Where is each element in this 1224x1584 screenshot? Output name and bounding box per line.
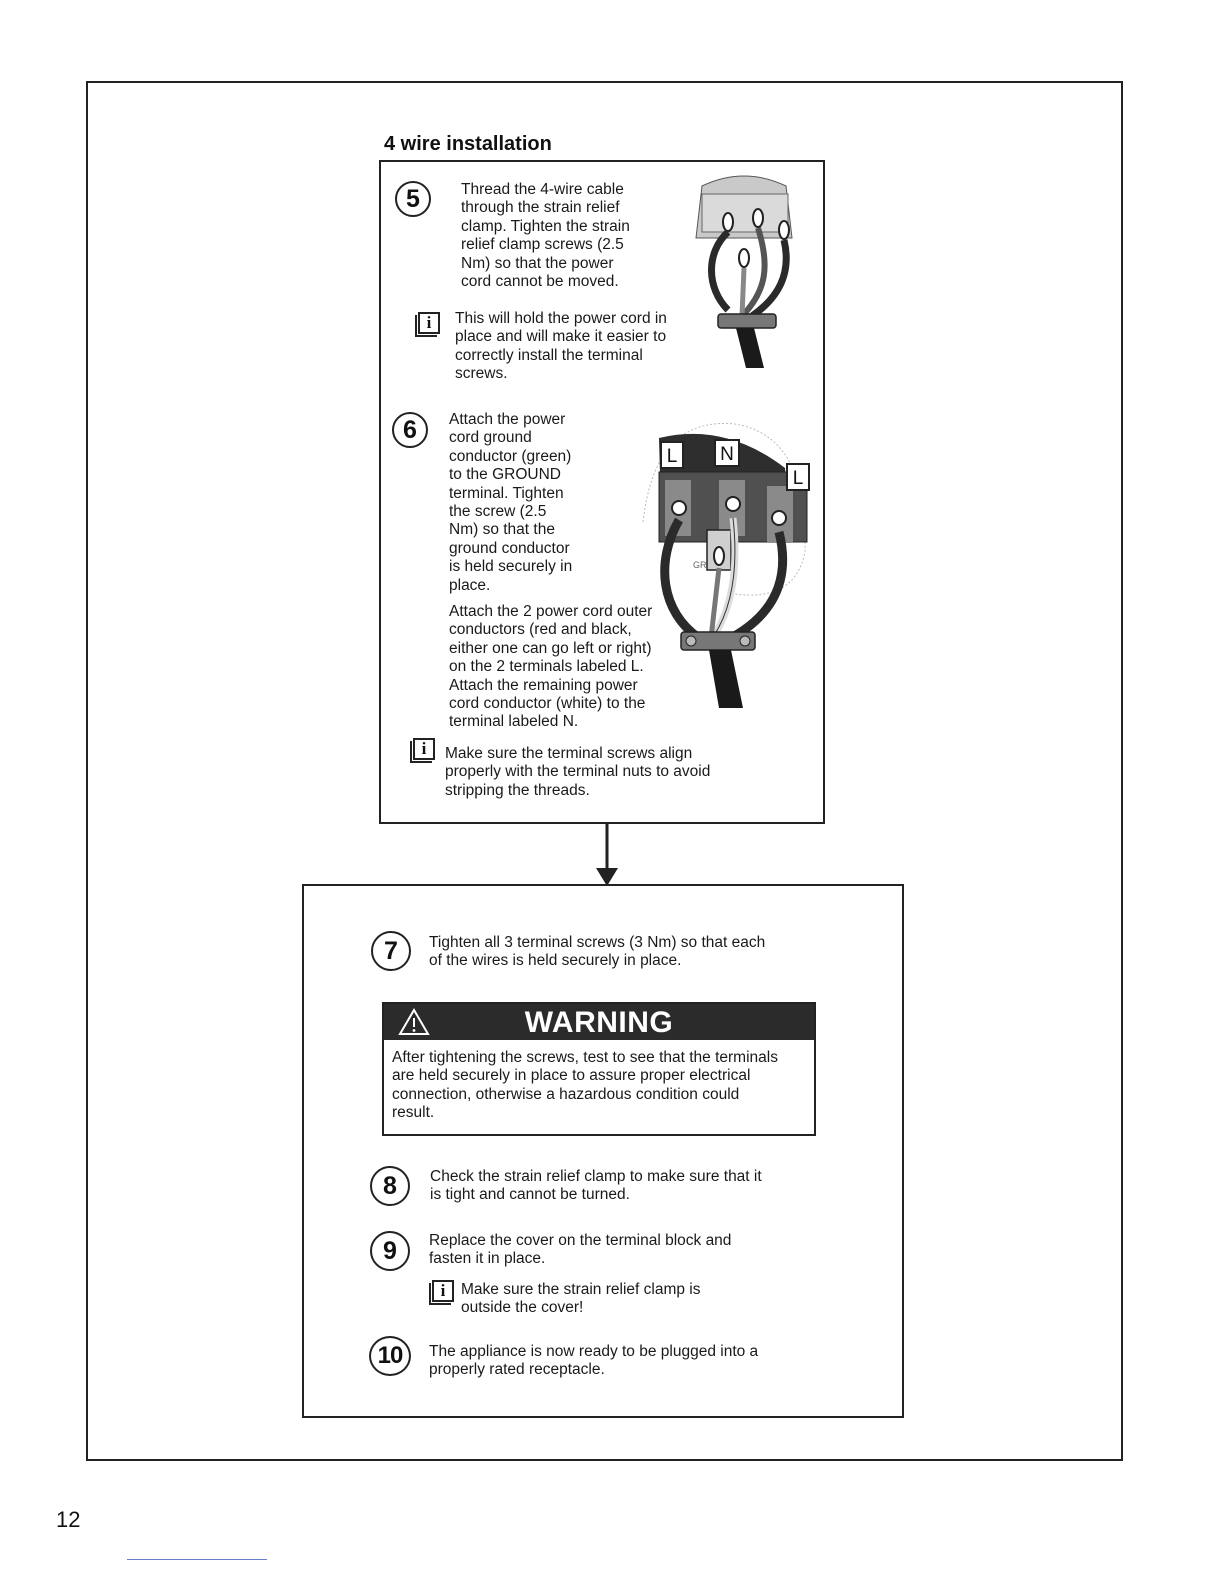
section-title: 4 wire installation: [384, 133, 552, 155]
label-ground: GR: [693, 560, 707, 570]
step-9-note: Make sure the strain relief clamp is outside the cover!: [461, 1281, 701, 1317]
step-6-badge: 6: [392, 412, 428, 448]
arrow-down-icon: [592, 822, 622, 888]
label-l-right: L: [792, 468, 804, 489]
warning-title: WARNING: [524, 1006, 674, 1039]
step-7-badge: 7: [371, 931, 411, 971]
footer-rule: [127, 1559, 267, 1560]
step-5-text: Thread the 4-wire cable through the strain relief clamp. Tighten the strain relief clamp screws (2.5 Nm) so that the power cord cannot be moved.: [461, 181, 630, 291]
step-5-badge: 5: [395, 181, 431, 217]
info-icon: i: [418, 312, 440, 334]
info-icon: i: [413, 738, 435, 760]
step-7-text: Tighten all 3 terminal screws (3 Nm) so that each of the wires is held securely in place.: [429, 934, 766, 970]
step-9-text: Replace the cover on the terminal block and fasten it in place.: [429, 1232, 732, 1268]
step-5-note: This will hold the power cord in place and will make it easier to correctly install the terminal screws.: [455, 310, 667, 383]
page-number: 12: [56, 1507, 81, 1532]
step-6-text: Attach the power cord ground conductor (green) to the GROUND terminal. Tighten the screw (2.5 Nm) so that the ground conductor is held securely in place.: [449, 411, 573, 594]
label-n: N: [720, 444, 734, 465]
warning-text: After tightening the screws, test to see that the terminals are held securely in place to assure proper electrical connection, otherwise a hazardous condition could result.: [392, 1049, 778, 1122]
step-9-badge: 9: [370, 1231, 410, 1271]
strain-relief-illustration: [688, 170, 800, 370]
warning-header: [384, 1004, 814, 1040]
label-l-left: L: [666, 446, 678, 467]
step-8-text: Check the strain relief clamp to make sure that it is tight and cannot be turned.: [430, 1168, 762, 1204]
step-6-text-2: Attach the 2 power cord outer conductors (red and black, either one can go left or right) on the 2 terminals labeled L. Attach the remaining power cord conductor (white) to the terminal labeled N.: [449, 603, 653, 731]
step-10-badge: 10: [369, 1336, 411, 1376]
warning-box: [382, 1002, 816, 1136]
step-10-text: The appliance is now ready to be plugged into a properly rated receptacle.: [429, 1343, 759, 1379]
terminal-block-illustration: [615, 412, 820, 712]
step-8-badge: 8: [370, 1166, 410, 1206]
step-6-note: Make sure the terminal screws align properly with the terminal nuts to avoid stripping the threads.: [445, 745, 711, 799]
info-icon: i: [432, 1280, 454, 1302]
